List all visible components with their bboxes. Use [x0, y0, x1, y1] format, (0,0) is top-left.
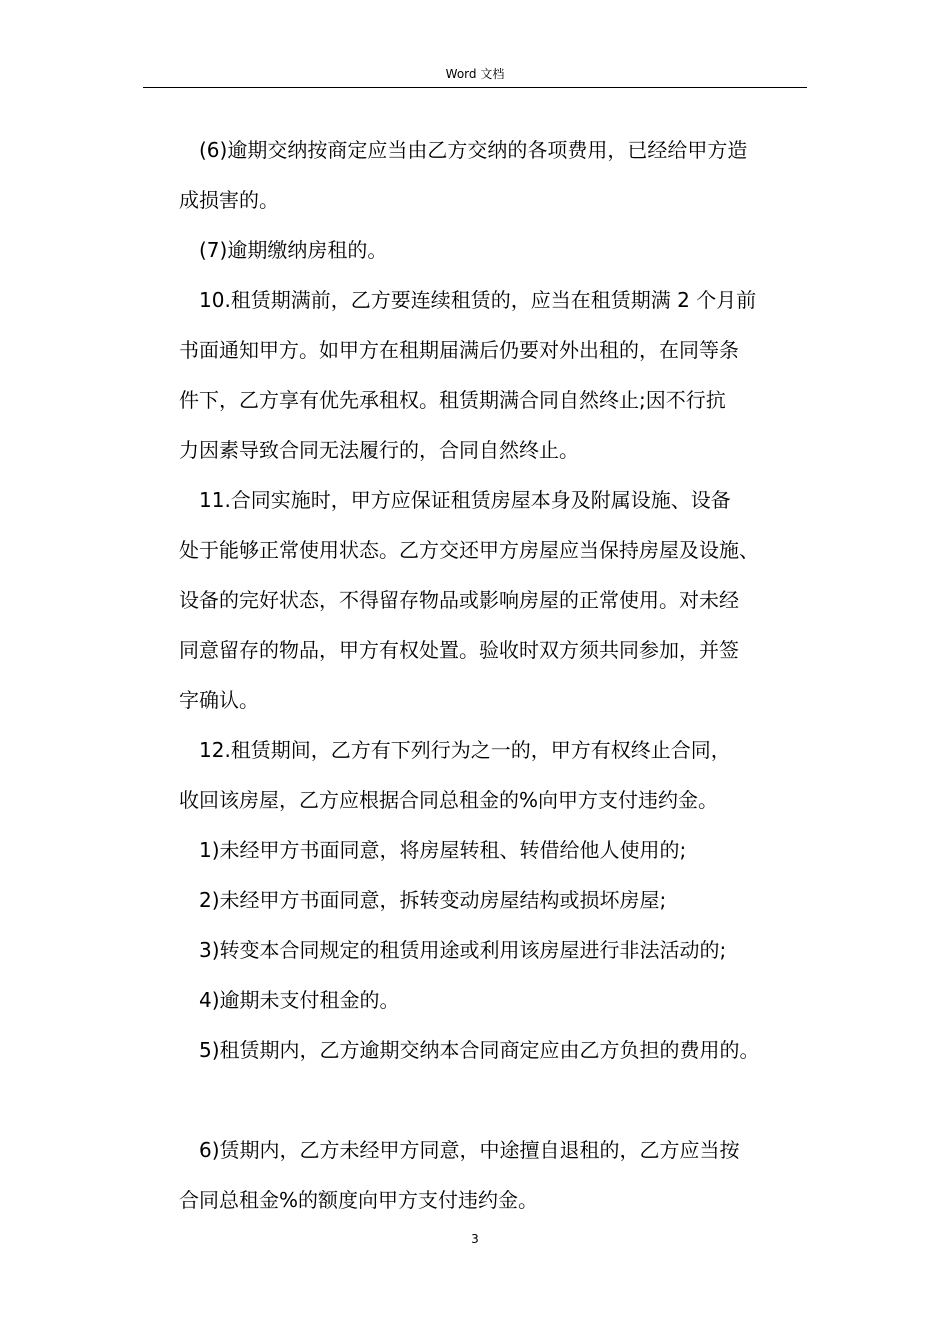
- text-line: 书面通知甲方。如甲方在租期届满后仍要对外出租的，在同等条: [179, 338, 739, 362]
- text-line: 3)转变本合同规定的租赁用途或利用该房屋进行非法活动的;: [199, 938, 727, 962]
- text-line: 1)未经甲方书面同意，将房屋转租、转借给他人使用的;: [199, 838, 687, 862]
- text-line: 2)未经甲方书面同意，拆转变动房屋结构或损坏房屋;: [199, 888, 667, 912]
- text-line: 字确认。: [179, 688, 259, 712]
- text-line: (6)逾期交纳按商定应当由乙方交纳的各项费用，已经给甲方造: [199, 138, 748, 162]
- text-line: 同意留存的物品，甲方有权处置。验收时双方须共同参加，并签: [179, 638, 739, 662]
- text-line: 设备的完好状态，不得留存物品或影响房屋的正常使用。对未经: [179, 588, 739, 612]
- text-line: 收回该房屋，乙方应根据合同总租金的%向甲方支付违约金。: [179, 788, 719, 812]
- text-line: 10.租赁期满前，乙方要连续租赁的，应当在租赁期满 2 个月前: [199, 288, 757, 312]
- text-line: 11.合同实施时，甲方应保证租赁房屋本身及附属设施、设备: [199, 488, 731, 512]
- header-divider: [143, 87, 807, 88]
- text-line: 6)赁期内，乙方未经甲方同意，中途擅自退租的，乙方应当按: [199, 1138, 740, 1162]
- page-header: Word 文档: [445, 67, 505, 81]
- page-number: 3: [471, 1232, 479, 1246]
- text-line: 4)逾期未支付租金的。: [199, 988, 400, 1012]
- text-line: 处于能够正常使用状态。乙方交还甲方房屋应当保持房屋及设施、: [179, 538, 759, 562]
- text-line: 5)租赁期内，乙方逾期交纳本合同商定应由乙方负担的费用的。: [199, 1038, 760, 1062]
- text-line: 力因素导致合同无法履行的，合同自然终止。: [179, 438, 579, 462]
- text-line: 件下，乙方享有优先承租权。租赁期满合同自然终止;因不行抗: [179, 388, 726, 412]
- text-line: 12.租赁期间，乙方有下列行为之一的，甲方有权终止合同，: [199, 738, 731, 762]
- text-line: (7)逾期缴纳房租的。: [199, 238, 388, 262]
- text-line: 成损害的。: [179, 188, 279, 212]
- text-line: 合同总租金%的额度向甲方支付违约金。: [179, 1188, 539, 1212]
